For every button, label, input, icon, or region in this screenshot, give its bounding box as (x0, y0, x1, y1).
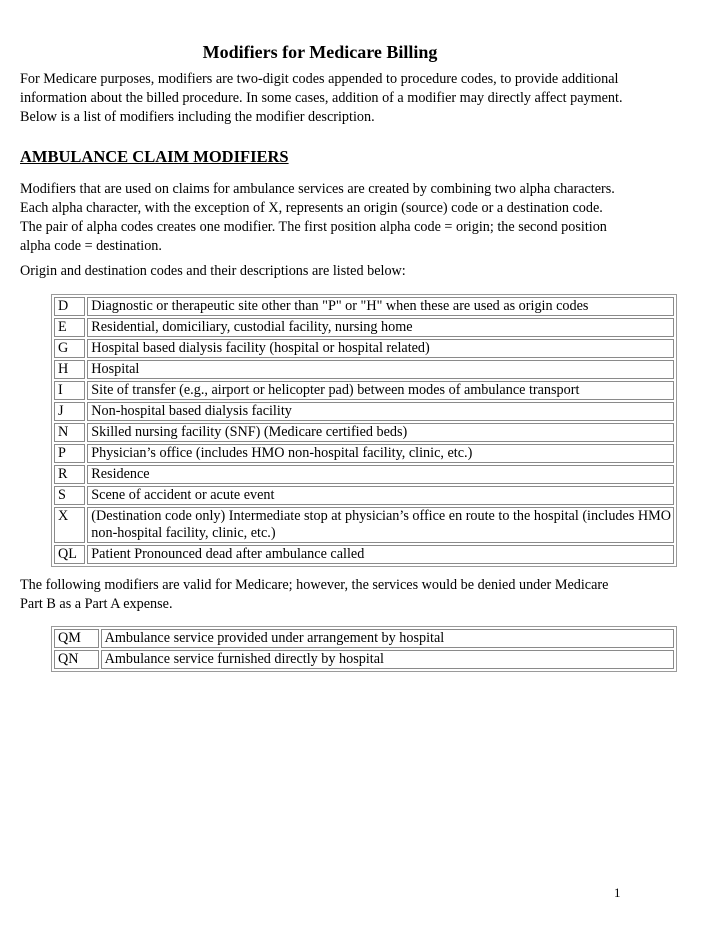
modifier-description: Site of transfer (e.g., airport or helicopter pad) between modes of ambulance transport (87, 381, 674, 400)
modifier-description: Skilled nursing facility (SNF) (Medicare certified beds) (87, 423, 674, 442)
modifier-description: Physician’s office (includes HMO non-hospital facility, clinic, etc.) (87, 444, 674, 463)
table-row (54, 444, 674, 463)
table-row (54, 423, 674, 442)
modifier-description: Diagnostic or therapeutic site other than "P" or "H" when these are used as origin codes (87, 297, 674, 316)
modifier-code: S (54, 486, 85, 505)
origin-destination-table (51, 294, 677, 567)
modifier-description: Patient Pronounced dead after ambulance called (87, 545, 674, 564)
modifier-description: Hospital (87, 360, 674, 379)
part-b-line: The following modifiers are valid for Medicare; however, the services would be denied under Medicare (20, 577, 609, 593)
modifier-code: H (54, 360, 85, 379)
modifier-description: Residence (87, 465, 674, 484)
section-line: alpha code = destination. (20, 238, 162, 254)
modifier-code: QN (54, 650, 99, 669)
section-line: Each alpha character, with the exception of X, represents an origin (source) code or a destination code. (20, 200, 603, 216)
modifier-description: Ambulance service furnished directly by hospital (101, 650, 674, 669)
modifier-description: Hospital based dialysis facility (hospital or hospital related) (87, 339, 674, 358)
modifier-code: QL (54, 545, 85, 564)
modifier-code: E (54, 318, 85, 337)
table-row (54, 465, 674, 484)
section-line: The pair of alpha codes creates one modifier. The first position alpha code = origin; the second position (20, 219, 607, 235)
modifier-code: G (54, 339, 85, 358)
intro-line: information about the billed procedure. In some cases, addition of a modifier may directly affect payment. (20, 90, 623, 106)
modifier-description-line: (Destination code only) Intermediate stop at physician’s office en route to the hospital (includes HMO (91, 508, 671, 524)
modifier-code: I (54, 381, 85, 400)
modifier-code: J (54, 402, 85, 421)
section-line: Modifiers that are used on claims for ambulance services are created by combining two alpha characters. (20, 181, 615, 197)
table-row (54, 650, 674, 669)
modifier-description-line: non-hospital facility, clinic, etc.) (91, 525, 276, 541)
table-row (54, 381, 674, 400)
section-paragraph (20, 180, 640, 256)
table-row (54, 318, 674, 337)
intro-line: For Medicare purposes, modifiers are two-digit codes appended to procedure codes, to provide additional (20, 71, 619, 87)
table-row (54, 402, 674, 421)
modifier-code: D (54, 297, 85, 316)
modifier-description: Residential, domiciliary, custodial facility, nursing home (87, 318, 674, 337)
modifier-code: X (54, 507, 85, 543)
modifier-code: R (54, 465, 85, 484)
page-number: 1 (614, 885, 621, 900)
table-row (54, 339, 674, 358)
origin-intro (20, 262, 640, 281)
origin-intro-text: Origin and destination codes and their descriptions are listed below: (20, 263, 406, 279)
part-b-line: Part B as a Part A expense. (20, 596, 173, 612)
table-row (54, 545, 674, 564)
modifier-description: Non-hospital based dialysis facility (87, 402, 674, 421)
table-row (54, 629, 674, 648)
table-row (54, 486, 674, 505)
modifier-description (87, 507, 674, 543)
table-row (54, 507, 674, 543)
modifier-code: QM (54, 629, 99, 648)
modifier-description: Scene of accident or acute event (87, 486, 674, 505)
page-title: Modifiers for Medicare Billing (202, 42, 438, 62)
section-heading: AMBULANCE CLAIM MODIFIERS (20, 147, 289, 166)
part-b-paragraph (20, 576, 640, 614)
table-row (54, 297, 674, 316)
modifier-code: N (54, 423, 85, 442)
modifier-description: Ambulance service provided under arrangement by hospital (101, 629, 674, 648)
part-a-modifier-table (51, 626, 677, 672)
table-row (54, 360, 674, 379)
modifier-code: P (54, 444, 85, 463)
intro-paragraph (20, 70, 640, 127)
intro-line: Below is a list of modifiers including the modifier description. (20, 109, 375, 125)
